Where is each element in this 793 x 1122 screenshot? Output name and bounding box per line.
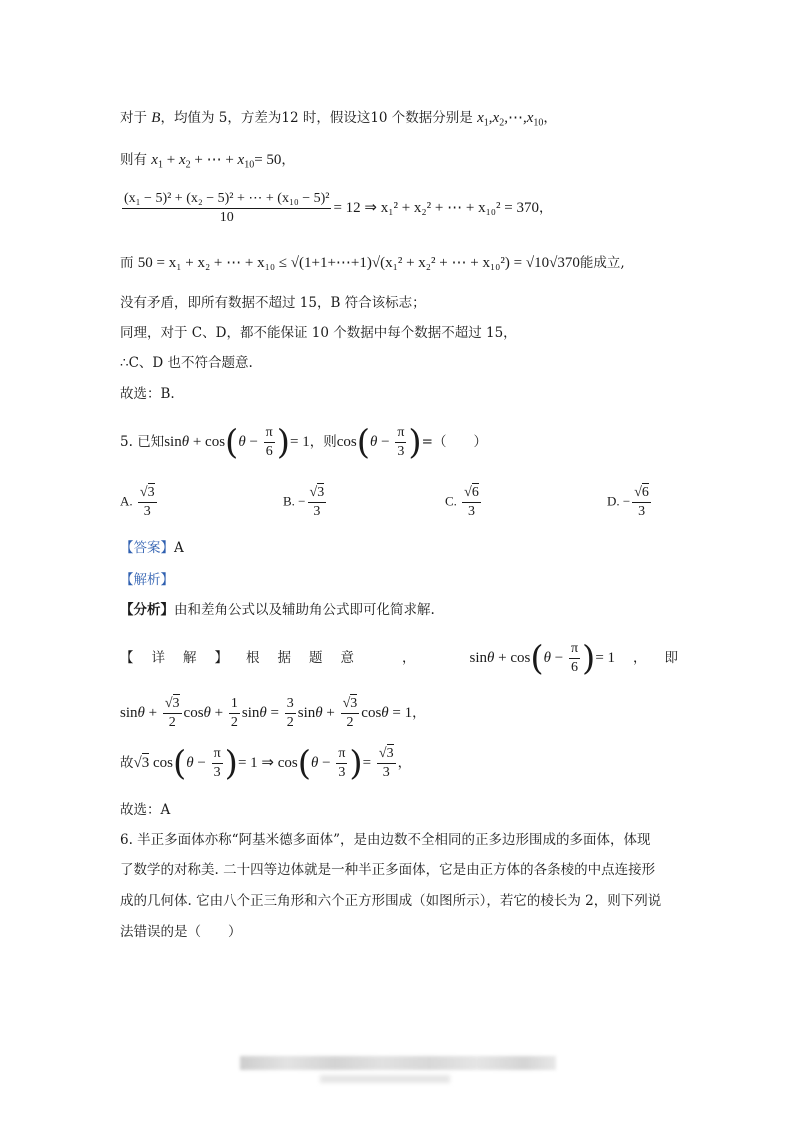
- para-line-4: 而 50 = x₁ + x₂ + ⋯ + x₁₀ ≤ √(1+1+⋯+1)√(x₁² + x₂² + ⋯ + x₁₀²) = √10√370能成立,: [120, 255, 625, 271]
- conclusion-line: 故√3 cos(θ − $\frac{\pi}{3}$ )= 1 ⇒ cos(θ − $\frac{\pi}{3}$ )= $\frac{√3}{3}$ ，: [120, 743, 412, 784]
- question-5: 5. 已知sinθ + cos(θ − $\frac{\pi}{6}$ )= 1，则cos(θ − $\frac{\pi}{3}$ )=（ ）: [120, 422, 487, 463]
- question-6-line-2: 了数学的对称美. 二十四等边体就是一种半正多面体，它是由正方体的各条棱的中点连接形: [120, 862, 656, 878]
- choice-a: A. $\frac{√3}{3}$: [120, 485, 155, 519]
- variance-fraction: $\frac{\text{(x₁ − 5)² + (x₂ − 5)² + ⋯ + (x₁₀ − 5)²}}{10}$: [124, 191, 330, 225]
- question-6-line-4: 法错误的是（ ）: [120, 924, 242, 940]
- analysis-tag: 【解析】: [120, 572, 174, 588]
- expand-line: sinθ + $\frac{√3}{2}$ cosθ + $\frac{1}{2}$ sinθ = $\frac{3}{2}$ sinθ + $\frac{√3}{2}$ cosθ = 1，: [120, 696, 426, 730]
- choice-d: D. − $\frac{√6}{3}$: [607, 485, 649, 519]
- xiangjie-line: 【详解】根据题意 ， sinθ + cos(θ − $\frac{\pi}{6}$ )= 1 ，即: [120, 638, 697, 679]
- question-6-line-3: 成的几何体. 它由八个正三角形和六个正方形围成（如图所示），若它的棱长为 2，则下列说: [120, 893, 662, 909]
- footer-watermark-sub: [320, 1075, 450, 1083]
- para-line-8: 故选：B.: [120, 386, 175, 402]
- select-line: 故选：A: [120, 802, 171, 818]
- answer-tag: 【答案】: [120, 540, 174, 556]
- para-line-7: ∴C、D 也不符合题意.: [120, 355, 253, 371]
- para-line-6: 同理，对于 C、D，都不能保证 10 个数据中每个数据不超过 15，: [120, 325, 517, 341]
- para-line-5: 没有矛盾，即所有数据不超过 15，B 符合该标志；: [120, 295, 426, 311]
- para-line-2: 则有 $x_1 + x_2$ + ⋯ + $x_{10}= 50$，: [120, 152, 295, 171]
- choice-c: C. $\frac{√6}{3}$: [445, 485, 479, 519]
- fenxi-line: 【分析】由和差角公式以及辅助角公式即可化简求解.: [120, 602, 435, 618]
- para-line-1: 对于 B，均值为 5，方差为12 时，假设这10 个数据分别是 $x_1,x_2,\cdots,x_{10}$，: [120, 110, 557, 129]
- choice-b: B. − $\frac{√3}{3}$: [283, 485, 325, 519]
- answer-line: 【答案】A: [120, 540, 184, 556]
- footer-watermark: [240, 1056, 556, 1070]
- question-6-line-1: 6. 半正多面体亦称“阿基米德多面体”，是由边数不全相同的正多边形围成的多面体，体现: [120, 832, 651, 848]
- variance-equation: $\frac{\text{(x₁ − 5)² + (x₂ − 5)² + ⋯ + (x₁₀ − 5)²}}{10}$ = 12 ⇒ x₁² + x₂² + ⋯ + x₁₀² = 370，: [124, 191, 553, 225]
